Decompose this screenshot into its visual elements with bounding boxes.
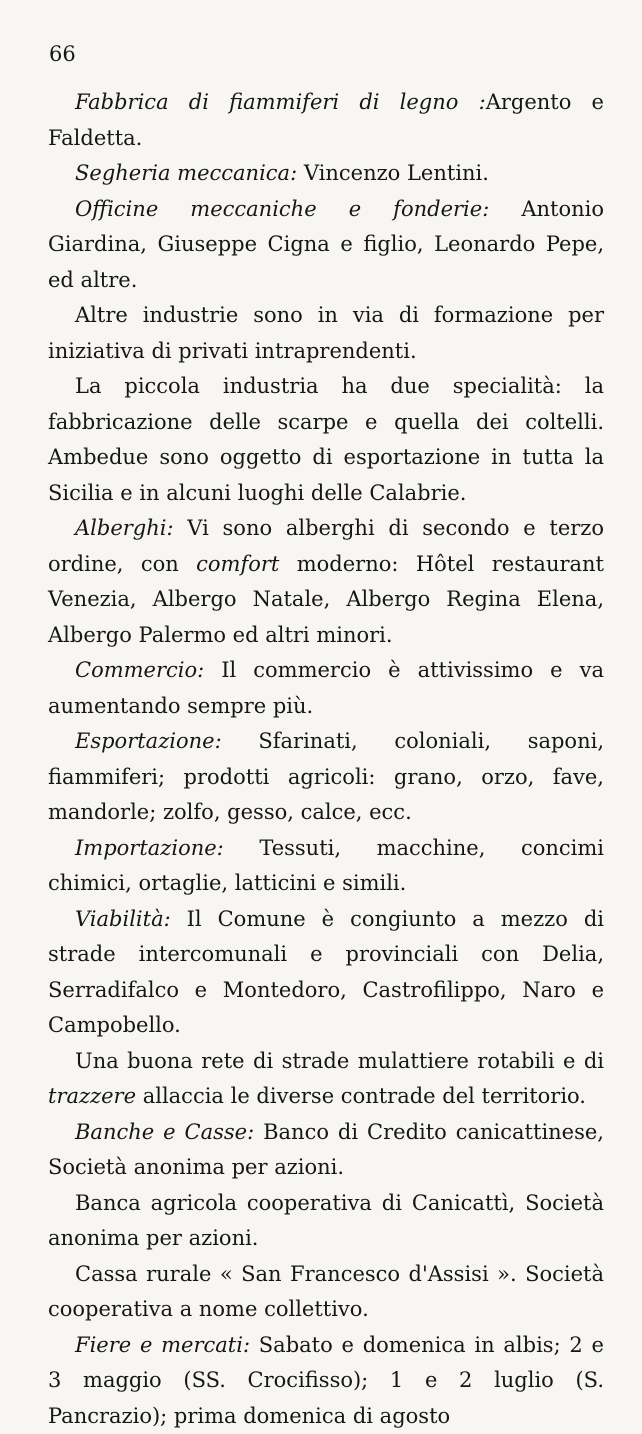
heading-separator: : (215, 729, 259, 753)
heading-commercio: Commercio (75, 658, 197, 682)
heading-fiammiferi: Fabbrica di fiammiferi di legno (75, 90, 458, 114)
paragraph-altre-industrie (48, 298, 604, 369)
paragraph-commercio (48, 653, 604, 724)
paragraph-cassa-rurale (48, 1257, 604, 1328)
heading-importazione: Importazione (75, 836, 217, 860)
heading-separator: : (164, 907, 187, 931)
text-cassa-rurale: Cassa rurale « San Francesco d'Assisi ». Società cooperativa a nome collettivo. (48, 1262, 604, 1322)
text-rete-strade-2: allaccia le diverse contrade del territorio. (136, 1084, 586, 1108)
paragraph-importazione (48, 831, 604, 902)
paragraph-alberghi (48, 511, 604, 653)
heading-separator: : (482, 197, 521, 221)
heading-separator: : (247, 1120, 263, 1144)
text-importazione: Tessuti, macchine, concimi chimici, ortaglie, latticini e simili. (48, 836, 604, 896)
paragraph-banca-agricola (48, 1186, 604, 1257)
text-altre-industrie: Altre industrie sono in via di formazione per iniziativa di privati intraprendenti. (48, 303, 604, 363)
heading-fiere: Fiere e mercati (75, 1333, 243, 1357)
text-esportazione: Sfarinati, coloniali, saponi, fiammiferi; prodotti agricoli: grano, orzo, fave, mandorle; zolfo, gesso, calce, ecc. (48, 729, 604, 824)
text-viabilita: Il Comune è congiunto a mezzo di strade intercomunali e provinciali con Delia, Serradifalco e Montedoro, Castrofilippo, Naro e Campobello. (48, 907, 604, 1038)
text-officine: Antonio Giardina, Giuseppe Cigna e figlio, Leonardo Pepe, ed altre. (48, 197, 604, 292)
heading-separator: : (458, 90, 485, 114)
heading-segheria: Segheria meccanica (75, 161, 290, 185)
paragraph-fiere (48, 1328, 604, 1434)
paragraph-officine (48, 192, 604, 299)
text-alberghi-1: Vi sono alberghi di secondo e terzo ordine, con (48, 516, 604, 576)
heading-alberghi: Alberghi (75, 516, 166, 540)
heading-separator: : (290, 161, 304, 185)
text-segheria: Vincenzo Lentini. (304, 161, 489, 185)
text-banca-agricola: Banca agricola cooperativa di Canicattì, Società anonima per azioni. (48, 1191, 604, 1251)
paragraph-fiammiferi (48, 85, 604, 156)
heading-officine: Officine meccaniche e fonderie (75, 197, 482, 221)
paragraph-viabilita (48, 902, 604, 1044)
paragraph-rete-strade (48, 1044, 604, 1115)
text-fiere: Sabato e domenica in albis; 2 e 3 maggio (SS. Crocifisso); 1 e 2 luglio (S. Pancrazio); prima domenica di agosto (48, 1333, 604, 1428)
text-commercio: Il commercio è attivissimo e va aumentando sempre più. (48, 658, 604, 718)
heading-separator: : (243, 1333, 259, 1357)
paragraph-segheria (48, 156, 604, 192)
heading-separator: : (217, 836, 260, 860)
page-body (48, 85, 604, 1434)
text-piccola-industria: La piccola industria ha due specialità: la fabbricazione delle scarpe e quella dei coltelli. Ambedue sono oggetto di esportazione in tutta la Sicilia e in alcuni luoghi delle Calabrie. (48, 374, 604, 505)
text-banche: Banco di Credito canicattinese, Società anonima per azioni. (48, 1120, 604, 1180)
page-number: 66 (49, 42, 76, 66)
paragraph-banche (48, 1115, 604, 1186)
paragraph-piccola-industria (48, 369, 604, 511)
heading-esportazione: Esportazione (75, 729, 215, 753)
paragraph-esportazione (48, 724, 604, 831)
text-fiammiferi: Argento e Faldetta. (48, 90, 604, 150)
text-alberghi-2: moderno: Hôtel restaurant Venezia, Albergo Natale, Albergo Regina Elena, Albergo Palermo ed altri minori. (48, 552, 604, 647)
text-alberghi-comfort: comfort (196, 552, 279, 576)
heading-banche: Banche e Casse (75, 1120, 247, 1144)
heading-separator: : (166, 516, 187, 540)
text-rete-strade-trazzere: trazzere (48, 1084, 136, 1108)
heading-viabilita: Viabilità (75, 907, 164, 931)
text-rete-strade-1: Una buona rete di strade mulattiere rotabili e di (75, 1049, 604, 1073)
heading-separator: : (197, 658, 221, 682)
